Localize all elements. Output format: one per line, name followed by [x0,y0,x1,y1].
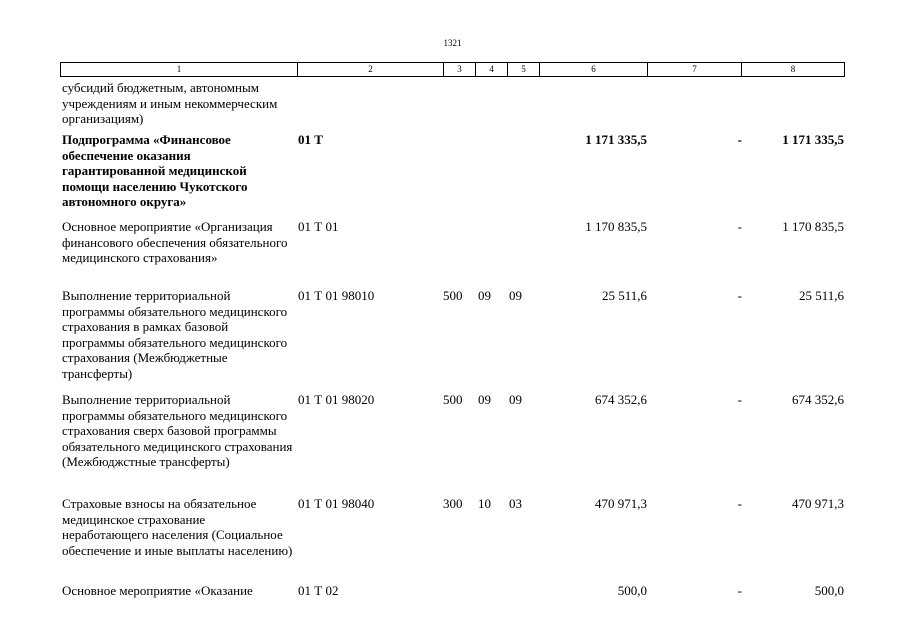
table-header [60,62,845,77]
header-col-1: 1 [61,63,298,76]
row-name: субсидий бюджетным, автономным учреждениям и иным некоммерческим организациям) [62,80,278,126]
row-code: 01 Т 01 98040 [298,496,375,511]
row-code: 01 Т 01 98010 [298,288,375,303]
row-col5: 09 [509,288,522,303]
row-col5: 03 [509,496,522,511]
row-value-col6: 500,0 [617,583,647,598]
row-value-col8: 470 971,3 [792,496,844,511]
row-value-col6: 25 511,6 [601,288,647,303]
row-value-col8: 25 511,6 [798,288,844,303]
header-col-3: 3 [444,63,476,76]
row-value-col6: 470 971,3 [595,496,647,511]
header-col-7: 7 [648,63,742,76]
row-value-col6: 674 352,6 [595,392,647,407]
row-value-col7: - [737,132,742,147]
row-value-col8: 1 171 335,5 [782,132,844,147]
row-name: Подпрограмма «Финансовое обеспечение оказания гарантированной медицинской помощи населению Чукотского автономного округа» [62,132,248,209]
row-value-col7: - [737,496,742,511]
row-name: Основное мероприятие «Организация финансового обеспечения обязательного медицинского страхования» [62,219,288,265]
row-value-col7: - [737,219,742,234]
row-name: Выполнение территориальной программы обязательного медицинского страхования в рамках базовой программы обязательного медицинского страхования (Межбюджетные трансферты) [62,288,288,381]
row-col4: 09 [478,288,491,303]
row-code: 01 Т 01 [298,219,339,234]
row-name: Страховые взносы на обязательное медицинское страхование неработающего населения (Социальное обеспечение и иные выплаты населению) [62,496,293,558]
row-name: Выполнение территориальной программы обязательного медицинского страхования сверх базовой программы обязательного медицинского страхования (Межбюджстные трансферты) [62,392,293,469]
row-code: 01 Т 02 [298,583,339,598]
header-col-2: 2 [298,63,444,76]
row-code: 01 Т [298,132,323,147]
row-value-col8: 1 170 835,5 [782,219,844,234]
row-value-col6: 1 171 335,5 [585,132,647,147]
row-col4: 10 [478,496,491,511]
header-col-8: 8 [790,64,796,74]
header-col-4: 4 [476,63,508,76]
row-col4: 09 [478,392,491,407]
row-col3: 500 [443,392,463,407]
row-name: Основное мероприятие «Оказание [62,583,253,598]
row-value-col8: 674 352,6 [792,392,844,407]
header-col-5: 5 [508,63,540,76]
row-col3: 300 [443,496,463,511]
header-col-6: 6 [540,63,648,76]
row-value-col7: - [737,583,742,598]
row-col3: 500 [443,288,463,303]
row-col5: 09 [509,392,522,407]
row-value-col7: - [737,288,742,303]
page-number: 1321 [443,38,462,48]
row-value-col6: 1 170 835,5 [585,219,647,234]
row-value-col8: 500,0 [814,583,844,598]
row-value-col7: - [737,392,742,407]
row-code: 01 Т 01 98020 [298,392,375,407]
